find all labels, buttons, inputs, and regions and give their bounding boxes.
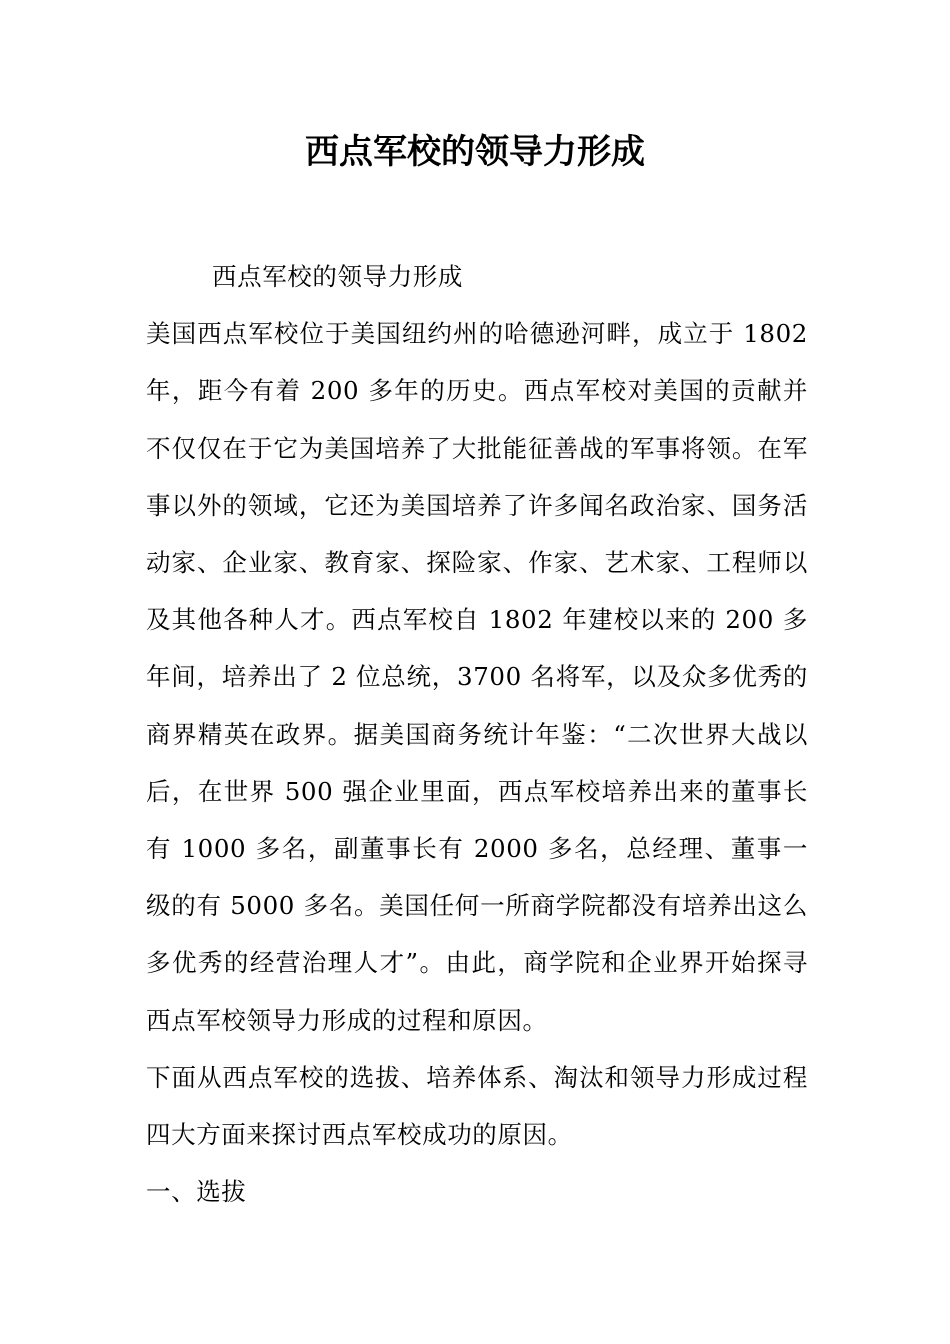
document-subtitle: 西点军校的领导力形成 [212, 262, 463, 291]
document-title: 西点军校的领导力形成 [305, 132, 645, 172]
body-paragraph: 美国西点军校位于美国纽约州的哈德逊河畔，成立于 1802 年，距今有着 200 多年的历史。西点军校对美国的贡献并不仅仅在于它为美国培养了大批能征善战的军事将领。在军事以外的领域，它还为美国培养了许多闻名政治家、国务活动家、企业家、教育家、探险家、作家、艺术家、工程师以及其他各种人才。西点军校自 1802 年建校以来的 200 多年间，培养出了 2 位总统，3700 名将军，以及众多优秀的商界精英在政界。据美国商务统计年鉴：“二次世界大战以后，在世界 500 强企业里面，西点军校培养出来的董事长有 1000 多名，副董事长有 2000 多名，总经理、董事一级的有 5000 多名。美国任何一所商学院都没有培养出这么多优秀的经营治理人才”。由此，商学院和企业界开始探寻西点军校领导力形成的过程和原因。 [146, 319, 808, 1035]
section-heading: 一、选拔 [146, 1177, 247, 1207]
body-paragraph: 下面从西点军校的选拔、培养体系、淘汰和领导力形成过程四大方面来探讨西点军校成功的原因。 [146, 1062, 808, 1150]
document-body [146, 248, 808, 1220]
